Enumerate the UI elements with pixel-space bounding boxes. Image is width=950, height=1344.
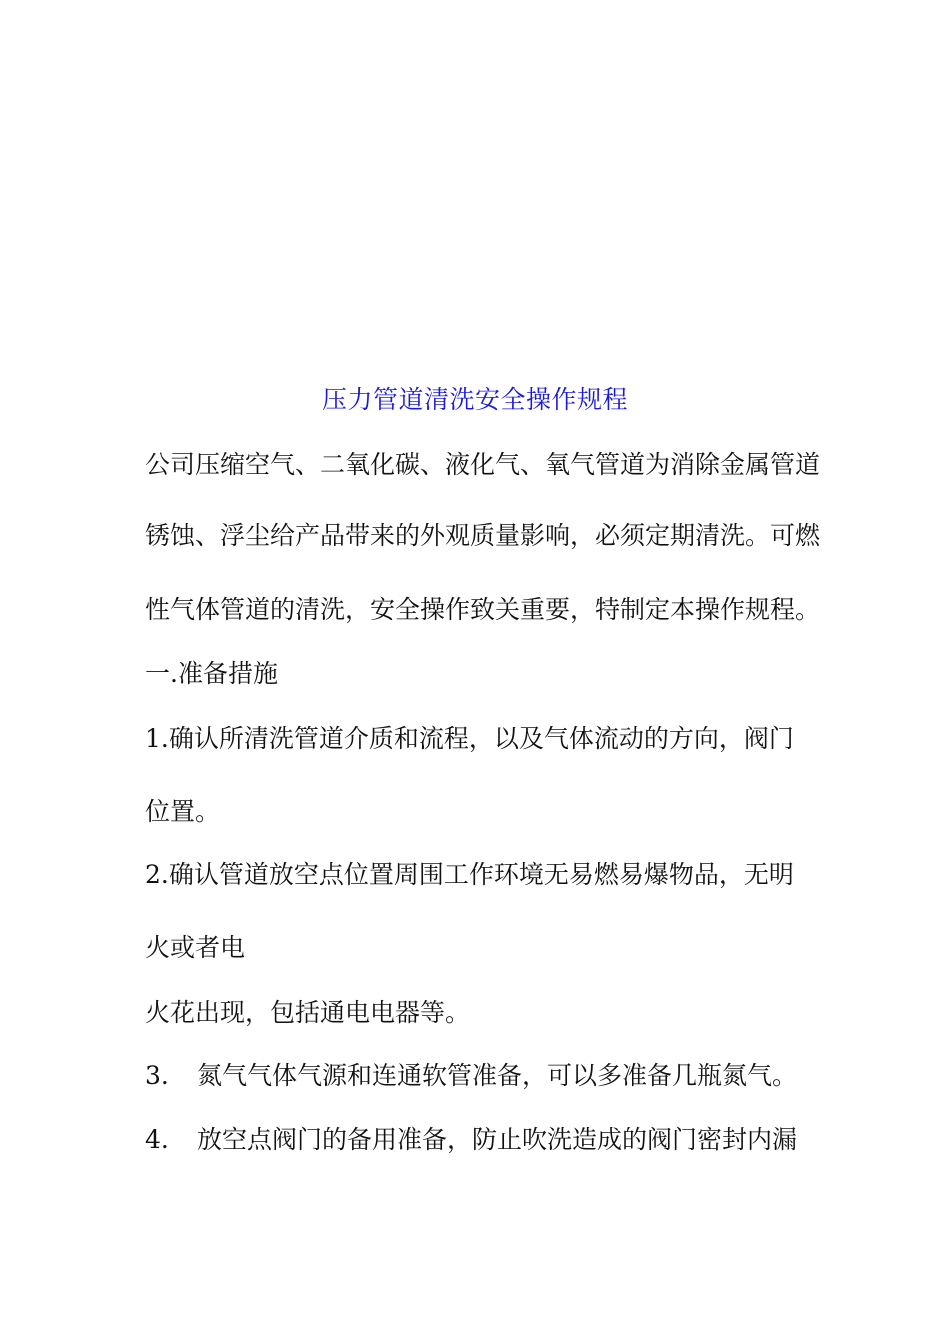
- item-4: [145, 1122, 797, 1158]
- item-1-line-1: 1.确认所清洗管道介质和流程，以及气体流动的方向，阀门: [145, 724, 794, 753]
- item-4-text: 放空点阀门的备用准备，防止吹洗造成的阀门密封内漏: [197, 1125, 798, 1154]
- item-3-text: 氮气气体气源和连通软管准备，可以多准备几瓶氮气。: [197, 1061, 798, 1090]
- item-2-line-2: 火或者电: [145, 933, 246, 962]
- intro-line-2: 锈蚀、浮尘给产品带来的外观质量影响，必须定期清洗。可燃: [145, 521, 821, 550]
- item-2-line-1: 2.确认管道放空点位置周围工作环境无易燃易爆物品，无明: [145, 860, 794, 889]
- item-4-number: 4.: [145, 1125, 169, 1154]
- document-title: 压力管道清洗安全操作规程: [321, 385, 628, 414]
- intro-line-3: 性气体管道的清洗，安全操作致关重要，特制定本操作规程。: [145, 595, 821, 624]
- section-heading: 一.准备措施: [145, 659, 278, 688]
- item-1-line-2: 位置。: [145, 797, 221, 826]
- item-3: [145, 1058, 797, 1094]
- item-2-line-3: 火花出现，包括通电电器等。: [145, 998, 471, 1027]
- intro-line-1: 公司压缩空气、二氧化碳、液化气、氧气管道为消除金属管道: [145, 450, 821, 479]
- item-3-number: 3.: [145, 1061, 169, 1090]
